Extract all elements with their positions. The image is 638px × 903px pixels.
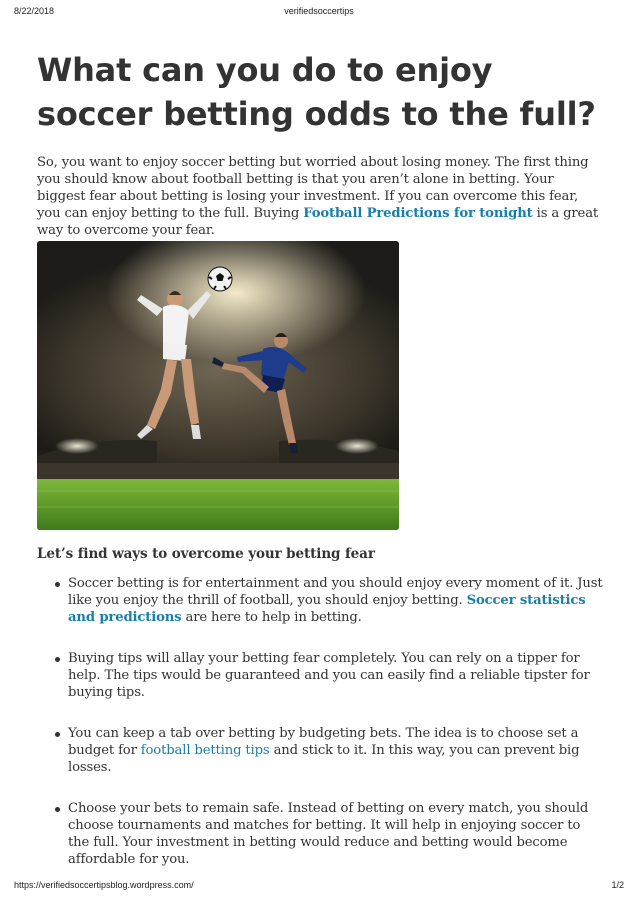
bullet-icon bbox=[55, 657, 60, 662]
tips-list bbox=[37, 575, 603, 868]
tip-text: Choose your bets to remain safe. Instead of betting on every match, you should choose tournaments and matches for betting. It will help in enjoying soccer to the full. Your investment in betting would reduce and betting would become affordable for you. bbox=[68, 801, 589, 867]
list-item bbox=[37, 650, 603, 701]
print-url: https://verifiedsoccertipsblog.wordpress.com/ bbox=[14, 880, 194, 890]
tip-text: Soccer betting is for entertainment and you should enjoy every moment of it. Just like you enjoy the thrill of football, you should enjoy betting. bbox=[68, 576, 603, 608]
tip-text-after: and stick to it. In this way, you can prevent big losses. bbox=[68, 743, 580, 775]
intro-text-after: is a great way to overcome your fear. bbox=[37, 206, 599, 238]
list-item bbox=[37, 800, 603, 868]
bullet-icon bbox=[55, 807, 60, 812]
print-header bbox=[14, 6, 624, 16]
tip-text: You can keep a tab over betting by budgeting bets. The idea is to choose set a budget for bbox=[68, 726, 579, 758]
soccer-statistics-link[interactable]: Soccer statistics and predictions bbox=[68, 593, 586, 625]
list-item bbox=[37, 725, 603, 776]
print-page-number: 1/2 bbox=[611, 880, 624, 890]
soccer-players-illustration bbox=[37, 241, 399, 530]
football-predictions-link[interactable]: Football Predictions for tonight bbox=[303, 206, 533, 221]
section-subheading: Let’s find ways to overcome your betting fear bbox=[37, 546, 375, 562]
list-item bbox=[37, 575, 603, 626]
hero-image bbox=[37, 241, 399, 530]
bullet-icon bbox=[55, 732, 60, 737]
print-site-name: verifiedsoccertips bbox=[284, 6, 354, 16]
football-betting-tips-link[interactable]: football betting tips bbox=[140, 743, 270, 758]
intro-paragraph bbox=[37, 154, 603, 239]
tip-text: Buying tips will allay your betting fear completely. You can rely on a tipper for help. The tips would be guaranteed and you can easily find a reliable tipster for buying tips. bbox=[68, 651, 590, 700]
print-date: 8/22/2018 bbox=[14, 6, 55, 16]
article bbox=[37, 48, 603, 868]
tip-text-after: are here to help in betting. bbox=[181, 610, 362, 625]
print-footer bbox=[14, 880, 624, 890]
bullet-icon bbox=[55, 582, 60, 587]
intro-text-before: So, you want to enjoy soccer betting but worried about losing money. The first thing you should know about football betting is that you aren’t alone in betting. Your biggest fear about betting is losing your investment. If you can overcome this fear, you can enjoy betting to the full. Buying bbox=[37, 155, 589, 221]
article-title: What can you do to enjoy soccer betting odds to the full? bbox=[37, 51, 596, 133]
